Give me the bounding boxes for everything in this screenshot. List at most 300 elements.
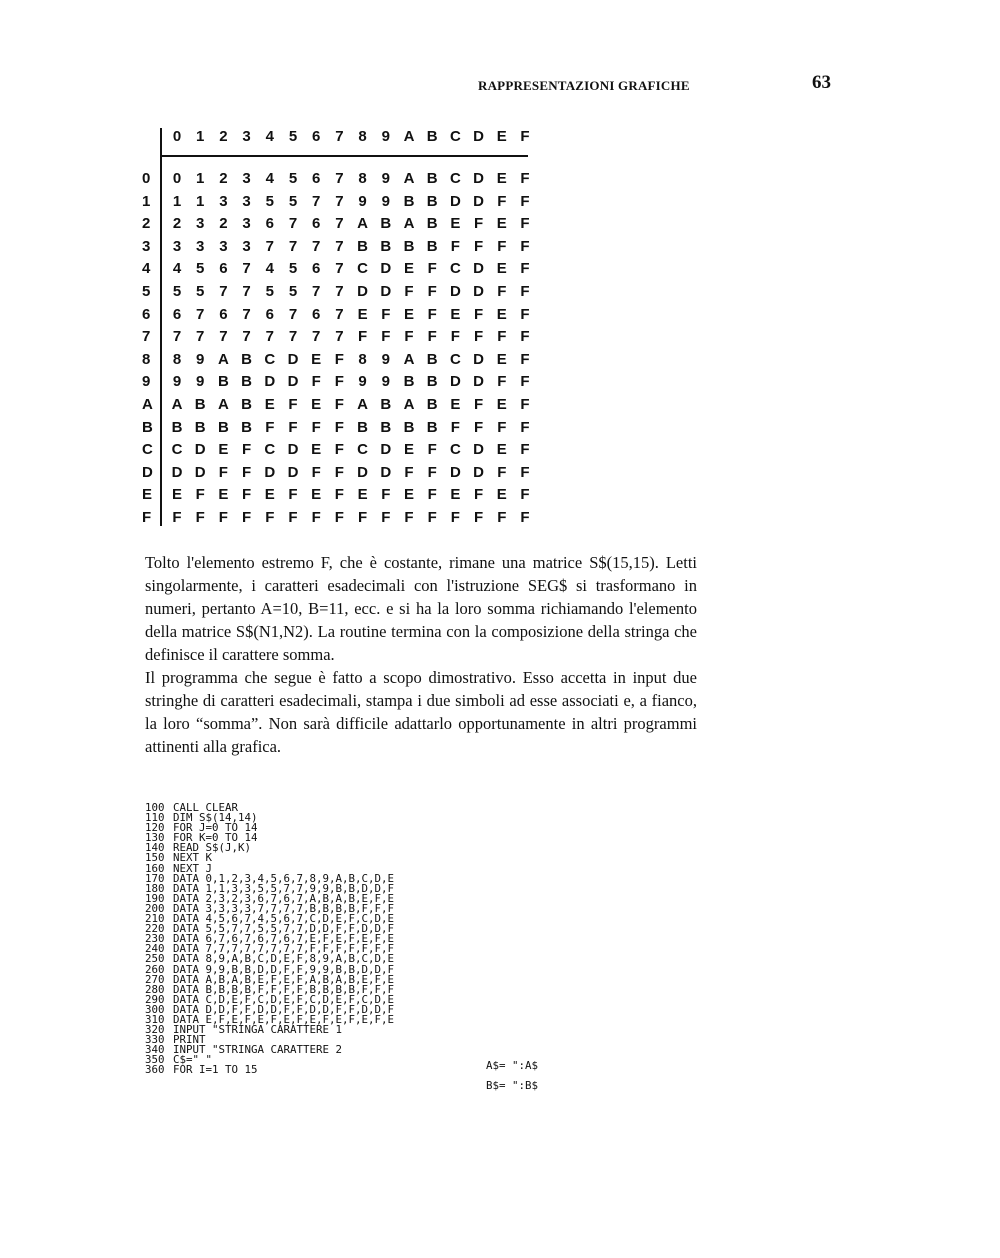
table-cell: F [288,509,298,526]
table-cell: 6 [312,215,321,233]
table-cell: F [474,418,484,436]
table-row [140,419,540,441]
column-header: F [520,128,530,145]
table-cell: C [449,170,461,187]
table-cell: 3 [242,170,251,187]
table-cell: 9 [358,373,367,391]
row-label: D [142,463,153,481]
table-cell: C [449,350,461,368]
line-code: DATA 7,7,7,7,7,7,7,7,F,F,F,F,F,F,F [173,942,395,956]
table-cell: 4 [265,170,274,187]
table-cell: E [496,486,507,504]
column-header: A [403,128,415,145]
line-code: FOR J=0 TO 14 [173,821,258,835]
table-cell: 3 [242,215,251,233]
table-cell: 7 [196,305,205,323]
table-cell: 7 [335,283,344,300]
line-number: 130 [145,831,165,845]
table-cell: E [403,260,414,278]
table-cell: 9 [381,350,390,368]
line-code: DATA C,D,E,F,C,D,E,F,C,D,E,F,C,D,E [173,992,395,1006]
table-cell: F [497,328,507,346]
table-cell: F [474,486,484,504]
table-cell: 5 [288,283,298,300]
table-cell: F [242,441,252,459]
table-cell: B [426,418,438,436]
table-cell: 4 [172,260,182,278]
table-cell: E [218,486,229,504]
table-cell: A [403,350,415,368]
table-cell: F [427,463,437,481]
line-number: 100 [145,801,165,814]
table-cell: A [357,215,369,233]
table-cell: D [380,283,392,300]
table-cell: F [358,328,368,346]
line-code: CALL CLEAR [173,801,239,814]
table-cell: 7 [312,283,321,300]
table-cell: F [450,328,460,346]
table-cell: F [427,509,437,526]
line-code: DATA 1,1,3,3,5,5,7,7,9,9,B,B,D,D,F [173,881,395,895]
table-cell: F [381,328,391,346]
table-cell: D [449,463,461,481]
table-cell: E [496,260,507,278]
table-cell: A [357,396,369,413]
table-cell: D [473,260,485,278]
row-label: 7 [142,328,151,346]
table-cell: F [497,418,507,436]
table-cell: 7 [335,260,344,278]
table-cell: F [474,328,484,346]
line-number: 350 [145,1053,165,1067]
table-cell: 7 [288,305,298,323]
line-code: FOR K=0 TO 14 [173,831,258,845]
table-row [140,351,540,373]
table-cell: B [403,192,415,210]
table-cell: 5 [196,260,205,278]
line-number: 220 [145,922,165,936]
table-cell: F [520,237,530,255]
column-header: C [449,128,461,145]
row-label: A [142,396,153,413]
table-cell: F [520,441,530,459]
line-number: 180 [145,881,165,895]
table-cell: 1 [196,192,205,210]
row-label: C [142,441,153,459]
table-cell: E [311,441,322,459]
line-code: INPUT "STRINGA CARATTERE 1 [173,1023,343,1037]
table-cell: 9 [381,192,390,210]
table-cell: B [241,350,253,368]
table-cell: 7 [312,328,321,346]
table-row [140,238,540,260]
table-cell: A [217,396,229,413]
table-cell: B [426,192,438,210]
table-cell: F [474,509,484,526]
table-cell: B [426,396,438,413]
table-cell: F [311,418,321,436]
table-cell: D [449,373,461,391]
table-cell: F [334,396,344,413]
row-label: 3 [142,237,151,255]
row-label: 1 [142,192,151,210]
table-row [140,283,540,305]
line-code: DATA 6,7,6,7,6,7,6,7,E,F,E,F,E,F,E [173,932,395,946]
table-cell: D [473,441,485,459]
table-cell: 3 [219,192,228,210]
table-cell: 7 [242,260,251,278]
table-cell: E [403,305,414,323]
table-cell: 7 [265,237,274,255]
table-cell: 2 [219,170,228,187]
table-cell: 3 [172,237,182,255]
table-cell: D [473,463,485,481]
row-label: B [142,418,153,436]
table-cell: 9 [358,192,367,210]
table-cell: A [403,396,415,413]
table-cell: B [194,396,206,413]
table-cell: F [497,373,507,391]
table-cell: C [449,441,461,459]
line-number: 310 [145,1012,165,1026]
table-cell: F [334,463,344,481]
table-cell: D [473,283,485,300]
line-number: 200 [145,901,165,915]
table-cell: B [426,373,438,391]
column-header: 1 [196,128,205,145]
table-cell: F [218,463,228,481]
table-cell: F [520,305,530,323]
table-cell: F [404,328,414,346]
table-cell: 3 [196,215,205,233]
table-cell: D [449,192,461,210]
line-code: DATA 3,3,3,3,7,7,7,7,B,B,B,B,F,F,F [173,901,395,915]
table-cell: B [426,237,438,255]
table-cell: F [218,509,228,526]
paragraph-1: Tolto l'elemento estremo F, che è costante, rimane una matrice S$(15,15). Letti singolarmente, i caratteri esadecimali con l'istruzione SEG$ si trasformano in numeri, pertanto A=10, B=11, ecc. e si ha la loro somma richiamando l'elemento della matrice S$(N1,N2). La routine termina con la composizione della stringa che definisce il carattere somma. [145,553,697,664]
row-label: E [142,486,153,504]
table-cell: E [357,486,368,504]
table-cell: F [520,283,530,300]
table-cell: B [357,237,369,255]
line-number: 260 [145,962,165,976]
table-cell: 7 [335,328,344,346]
table-cell: F [520,170,530,187]
table-cell: F [474,237,484,255]
line-code: DATA 4,5,6,7,4,5,6,7,C,D,E,F,C,D,E [173,912,395,926]
table-cell: F [520,486,530,504]
table-cell: F [497,237,507,255]
line-number: 320 [145,1023,165,1037]
table-cell: F [520,350,530,368]
table-cell: 7 [265,328,274,346]
column-header: 5 [288,128,298,145]
table-cell: F [450,237,460,255]
table-cell: D [473,192,485,210]
table-cell: D [380,441,392,459]
table-cell: F [288,418,298,436]
table-cell: C [264,441,276,459]
line-code: DATA 8,9,A,B,C,D,E,F,8,9,A,B,C,D,E [173,952,395,966]
table-cell: F [520,463,530,481]
table-cell: 8 [358,350,367,368]
row-label: 5 [142,283,151,300]
table-cell: 3 [196,237,205,255]
table-cell: 8 [358,170,367,187]
table-cell: F [427,441,437,459]
table-cell: E [450,305,461,323]
table-cell: 2 [219,215,228,233]
line-number: 110 [145,811,165,825]
table-cell: D [473,373,485,391]
table-cell: F [288,486,298,504]
table-cell: F [450,418,460,436]
table-cell: F [497,463,507,481]
column-header: D [473,128,485,145]
table-cell: 7 [242,328,251,346]
table-cell: E [450,215,461,233]
listing-prompt-suffix: A$= ":A$ [486,1059,539,1072]
table-cell: 0 [172,170,182,187]
table-cell: F [404,509,414,526]
table-cell: D [357,283,369,300]
row-label: 2 [142,215,151,233]
table-cell: D [171,463,183,481]
table-cell: A [217,350,229,368]
line-number: 270 [145,972,165,986]
line-number: 140 [145,841,165,855]
table-cell: F [520,192,530,210]
table-cell: D [473,170,485,187]
row-label: 9 [142,373,151,391]
table-row [140,170,540,192]
table-cell: E [171,486,182,504]
table-row [140,306,540,328]
line-code: DATA B,B,B,B,F,F,F,F,B,B,B,B,F,F,F [173,982,395,996]
table-cell: 1 [196,170,205,187]
table-cell: B [403,373,415,391]
table-cell: 7 [335,215,344,233]
table-cell: F [334,486,344,504]
line-number: 160 [145,861,165,875]
table-cell: E [496,305,507,323]
table-cell: F [450,509,460,526]
table-cell: B [403,237,415,255]
table-cell: F [404,283,414,300]
table-cell: E [450,486,461,504]
table-cell: 5 [288,170,298,187]
table-cell: 7 [172,328,182,346]
table-cell: F [474,305,484,323]
line-number: 280 [145,982,165,996]
table-row [140,464,540,486]
table-cell: F [334,509,344,526]
table-cell: F [520,509,530,526]
line-number: 210 [145,912,165,926]
column-header: 9 [381,128,390,145]
table-cell: B [426,170,438,187]
table-cell: 6 [265,305,274,323]
table-cell: E [496,441,507,459]
table-cell: 7 [288,237,298,255]
table-header-rule [160,155,528,157]
line-code: DATA E,F,E,F,E,F,E,F,E,F,E,F,E,F,E [173,1012,395,1026]
line-number: 290 [145,992,165,1006]
table-cell: 9 [196,373,205,391]
table-cell: 7 [242,305,251,323]
table-cell: 5 [196,283,205,300]
table-cell: F [381,509,391,526]
table-cell: F [195,486,205,504]
table-row [140,509,540,531]
table-cell: F [474,396,484,413]
table-cell: C [357,441,369,459]
line-number: 170 [145,871,165,885]
row-label: 8 [142,350,151,368]
table-cell: F [427,486,437,504]
table-cell: 7 [219,328,228,346]
table-cell: 5 [265,192,274,210]
table-cell: F [311,509,321,526]
table-cell: F [497,509,507,526]
table-cell: F [242,486,252,504]
table-cell: B [217,373,229,391]
line-code: DATA 9,9,B,B,D,D,F,F,9,9,B,B,D,D,F [173,962,395,976]
table-cell: D [287,441,299,459]
table-cell: 5 [172,283,182,300]
table-cell: F [334,441,344,459]
table-cell: B [380,418,392,436]
line-code: NEXT J [173,861,213,875]
table-cell: 9 [172,373,182,391]
row-label: 6 [142,305,151,323]
table-row [140,396,540,418]
line-number: 150 [145,851,165,865]
listing-line [145,1065,505,1075]
table-cell: E [264,396,275,413]
table-cell: F [497,283,507,300]
column-header: 0 [172,128,182,145]
row-label: 0 [142,170,151,187]
line-code: READ S$(J,K) [173,841,252,855]
table-cell: D [473,350,485,368]
table-cell: 3 [219,237,228,255]
table-row [140,441,540,463]
table-cell: C [449,260,461,278]
table-header-row [140,128,540,150]
column-header: 6 [312,128,321,145]
table-cell: D [287,373,299,391]
table-cell: D [357,463,369,481]
table-cell: 7 [312,237,321,255]
page-number: 63 [812,72,831,93]
table-cell: E [264,486,275,504]
table-cell: D [194,463,206,481]
table-cell: 5 [265,283,274,300]
table-cell: F [311,373,321,391]
table-cell: B [241,418,253,436]
table-cell: E [496,170,507,187]
table-cell: B [217,418,229,436]
line-code: DATA 2,3,2,3,6,7,6,7,A,B,A,B,E,F,E [173,891,395,905]
line-number: 250 [145,952,165,966]
line-code: FOR I=1 TO 15 [173,1063,258,1077]
table-cell: 7 [196,328,205,346]
table-cell: F [334,373,344,391]
row-label: 4 [142,260,151,278]
column-header: B [426,128,438,145]
body-text [145,551,697,758]
table-cell: F [242,463,252,481]
table-cell: B [380,396,392,413]
table-cell: F [381,486,391,504]
table-cell: C [357,260,369,278]
column-header: 4 [265,128,274,145]
table-cell: E [496,396,507,413]
table-row [140,373,540,395]
table-cell: 9 [381,170,390,187]
table-cell: 6 [219,260,228,278]
table-cell: F [520,396,530,413]
table-cell: E [357,305,368,323]
table-cell: 7 [335,237,344,255]
table-cell: E [450,396,461,413]
table-cell: 2 [172,215,182,233]
table-cell: F [520,328,530,346]
table-cell: 9 [196,350,205,368]
table-cell: F [427,328,437,346]
program-listing [145,803,505,1076]
table-cell: 7 [219,283,228,300]
table-cell: 7 [335,192,344,210]
table-cell: 3 [242,192,251,210]
column-header: 3 [242,128,251,145]
table-cell: 7 [312,192,321,210]
table-cell: D [449,283,461,300]
line-code: DATA 0,1,2,3,4,5,6,7,8,9,A,B,C,D,E [173,871,395,885]
table-cell: F [497,192,507,210]
table-cell: F [195,509,205,526]
table-cell: B [194,418,206,436]
table-cell: A [171,396,183,413]
table-cell: F [520,418,530,436]
table-cell: F [311,463,321,481]
table-cell: 6 [219,305,228,323]
table-cell: B [241,396,253,413]
table-cell: F [427,305,437,323]
line-code: C$=" " [173,1053,213,1067]
line-code: DIM S$(14,14) [173,811,258,825]
table-cell: 7 [288,215,298,233]
table-cell: 6 [312,305,321,323]
table-row [140,486,540,508]
table-cell: 7 [335,305,344,323]
listing-prompt-suffix: B$= ":B$ [486,1079,539,1093]
table-cell: D [380,260,392,278]
table-cell: F [404,463,414,481]
table-cell: 5 [288,192,298,210]
table-cell: F [474,215,484,233]
table-cell: D [194,441,206,459]
table-cell: 1 [172,192,182,210]
table-cell: 6 [312,260,321,278]
table-cell: B [380,237,392,255]
table-cell: 5 [288,260,298,278]
table-cell: E [218,441,229,459]
table-cell: D [380,463,392,481]
row-label: F [142,509,152,526]
table-row [140,193,540,215]
